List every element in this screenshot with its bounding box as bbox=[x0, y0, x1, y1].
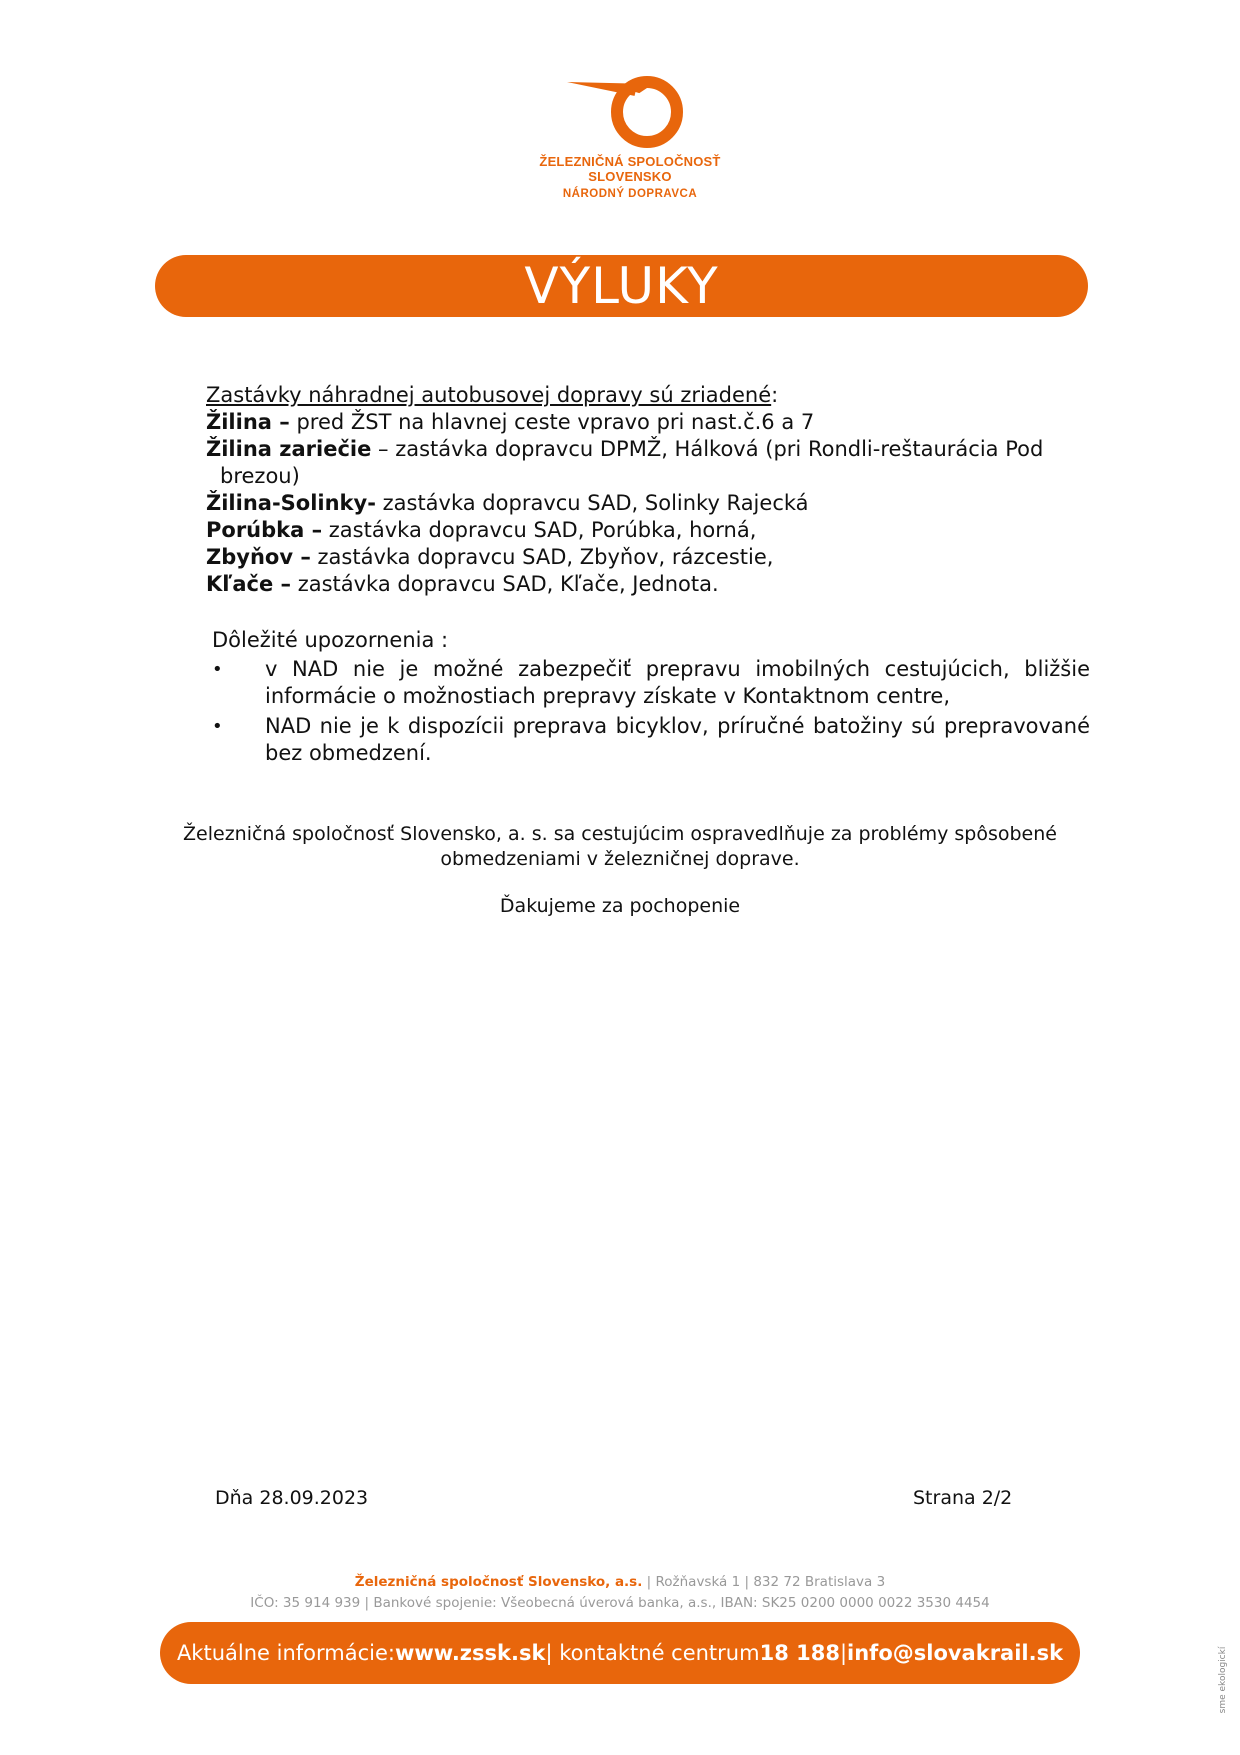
stop-item bbox=[206, 571, 1086, 598]
notes-title: Dôležité upozornenia : bbox=[212, 628, 449, 652]
notes-list bbox=[212, 656, 1090, 770]
stop-item bbox=[206, 544, 1086, 571]
footer-separator: | kontaktné centrum bbox=[545, 1641, 760, 1665]
eco-note-text: sme ekologickí bbox=[1218, 1646, 1228, 1714]
stop-description: zastávka dopravcu SAD, Solinky Rajecká bbox=[375, 491, 809, 515]
bullet-icon: • bbox=[212, 659, 223, 680]
notes-list-item bbox=[212, 713, 1090, 767]
website-link[interactable]: www.zssk.sk bbox=[394, 1641, 546, 1665]
issue-date: Dňa 28.09.2023 bbox=[215, 1487, 369, 1509]
stop-continuation: brezou) bbox=[220, 464, 300, 488]
note-text: NAD nie je k dispozícii preprava bicyklov, príručné batožiny sú prepravované bez obmedzení. bbox=[265, 714, 1090, 765]
zssk-logo-icon bbox=[565, 72, 695, 152]
notes-list-item bbox=[212, 656, 1090, 710]
logo-company-name: ŽELEZNIČNÁ SPOLOČNOSŤ SLOVENSKO bbox=[539, 154, 721, 184]
stop-description: zastávka dopravcu SAD, Kľače, Jednota. bbox=[291, 572, 719, 596]
zssk-logo bbox=[520, 72, 740, 200]
footer-ids: IČO: 35 914 939 | Bankové spojenie: Všeobecná úverová banka, a.s., IBAN: SK25 0200 0000 0022 3530 4454 bbox=[250, 1595, 990, 1611]
note-text: v NAD nie je možné zabezpečiť prepravu imobilných cestujúcich, bližšie informácie o možnostiach prepravy získate v Kontaktnom centre, bbox=[265, 657, 1090, 708]
footer-company: Železničná spoločnosť Slovensko, a.s. bbox=[354, 1574, 643, 1590]
stop-name: Žilina-Solinky- bbox=[206, 491, 376, 515]
page-number: Strana 2/2 bbox=[913, 1487, 1013, 1509]
footer-address bbox=[200, 1572, 1040, 1614]
footer-separator: | bbox=[839, 1641, 848, 1665]
footer-street: | Rožňavská 1 | 832 72 Bratislava 3 bbox=[642, 1574, 886, 1590]
stop-name: Žilina – bbox=[206, 410, 290, 434]
stop-description: pred ŽST na hlavnej ceste vpravo pri nast.č.6 a 7 bbox=[289, 410, 815, 434]
page-title: VÝLUKY bbox=[524, 257, 719, 315]
thanks-text: Ďakujeme za pochopenie bbox=[499, 895, 741, 917]
apology-line: Železničná spoločnosť Slovensko, a. s. sa cestujúcim ospravedlňuje za problémy spôsobené bbox=[183, 823, 1057, 845]
stop-name: Kľače – bbox=[206, 572, 292, 596]
stop-description: zastávka dopravcu SAD, Zbyňov, rázcestie, bbox=[310, 545, 774, 569]
stop-name: Zbyňov – bbox=[206, 545, 311, 569]
footer-address-line bbox=[200, 1572, 1040, 1593]
stop-description: – zastávka dopravcu DPMŽ, Hálková (pri Rondli-reštaurácia Pod bbox=[371, 437, 1044, 461]
stop-item bbox=[206, 409, 1086, 436]
stop-name: Porúbka – bbox=[206, 518, 323, 542]
stops-heading: Zastávky náhradnej autobusovej dopravy sú zriadené bbox=[206, 383, 772, 407]
stop-item bbox=[206, 490, 1086, 517]
stops-heading-line bbox=[206, 382, 1086, 409]
stop-item bbox=[206, 517, 1086, 544]
bullet-icon: • bbox=[212, 716, 223, 737]
apology-text bbox=[160, 822, 1080, 872]
stop-name: Žilina zariečie bbox=[206, 437, 372, 461]
stop-description: zastávka dopravcu SAD, Porúbka, horná, bbox=[322, 518, 757, 542]
contact-phone[interactable]: 18 188 bbox=[759, 1641, 840, 1665]
email-link[interactable]: info@slovakrail.sk bbox=[847, 1641, 1064, 1665]
eco-note bbox=[1213, 1620, 1231, 1750]
stop-item bbox=[206, 436, 1086, 463]
apology-line: obmedzeniami v železničnej doprave. bbox=[440, 848, 800, 870]
stops-heading-colon: : bbox=[771, 383, 779, 407]
footer-contact-bar bbox=[160, 1622, 1080, 1684]
title-banner bbox=[155, 255, 1088, 317]
stops-section bbox=[206, 382, 1086, 598]
logo-tagline: NÁRODNÝ DOPRAVCA bbox=[562, 188, 698, 200]
footer-info-label: Aktuálne informácie: bbox=[176, 1641, 395, 1665]
